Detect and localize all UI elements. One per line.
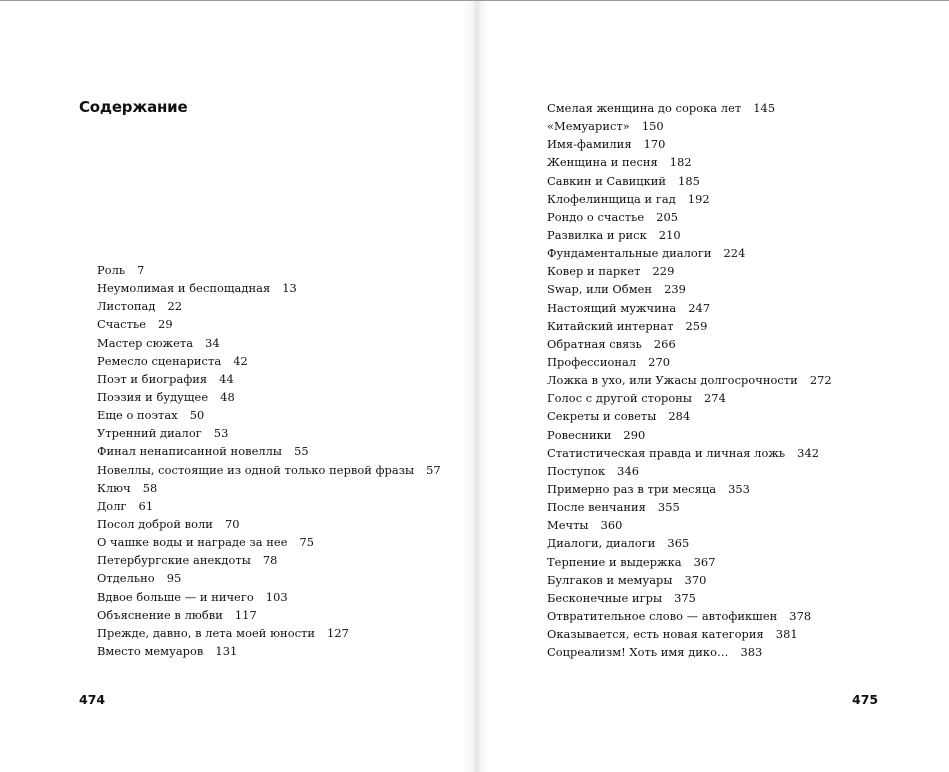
toc-entry-page: 270 [648,354,671,369]
toc-entry-page: 266 [653,336,676,351]
toc-entry-page: 290 [623,427,646,442]
toc-entry [97,642,441,660]
toc-entry [547,534,832,552]
toc-entry-page: 170 [643,137,666,152]
toc-entry [97,497,441,515]
toc-entry-page: 355 [657,500,680,515]
toc-entry-title: Отдельно [97,571,155,586]
toc-entry-page: 353 [728,481,750,496]
toc-entry-title: «Мемуарист» [547,119,630,134]
toc-entry [547,444,832,462]
toc-entry-title: Женщина и песня [547,155,658,170]
toc-entry-title: Мастер сюжета [97,335,194,350]
toc-entry-title: Китайский интернат [547,318,674,333]
toc-entry-page: 150 [641,119,664,134]
toc-entry [97,297,441,315]
toc-entry [547,226,832,244]
toc-entry [547,426,832,444]
toc-entry-page: 70 [224,516,240,531]
toc-entry-page: 210 [658,227,681,242]
toc-entry-page: 127 [327,625,349,640]
toc-entry [97,588,441,606]
toc-entry [547,353,832,371]
toc-entry [97,424,441,442]
toc-entry-title: Ложка в ухо, или Ужасы долгосрочности [547,373,798,388]
toc-entry-page: 55 [294,444,309,459]
toc-entry [547,117,832,135]
toc-entry-page: 378 [789,608,812,623]
toc-entry-title: Обратная связь [547,336,642,351]
page-number-right: 475 [852,692,879,707]
toc-entry-page: 7 [137,263,145,277]
toc-entry-title: Объяснение в любви [97,607,223,622]
toc-entry-title: Диалоги, диалоги [547,536,656,551]
toc-entry [547,135,832,153]
toc-entry [97,479,441,497]
toc-entry-title: Посол доброй воли [97,516,213,531]
toc-entry-page: 274 [704,391,726,406]
toc-entry [547,317,832,335]
toc-entry-title: Поэзия и будущее [97,389,209,404]
toc-entry-title: Соцреализм! Хоть имя дико… [547,645,729,660]
toc-entry-title: Прежде, давно, в лета моей юности [97,625,316,640]
toc-entry [97,569,441,587]
toc-entry-title: Клофелинщица и гад [547,191,676,206]
toc-entry [97,551,441,569]
toc-entry-page: 131 [215,643,238,658]
toc-entry-title: Оказывается, есть новая категория [547,627,764,642]
toc-entry-title: Развилка и риск [547,227,647,242]
toc-entry [547,172,832,190]
toc-entry-title: Отвратительное слово — автофикшен [547,608,778,623]
toc-entry [547,516,832,534]
toc-entry [547,335,832,353]
toc-entry-page: 44 [219,371,234,386]
toc-entry-title: Секреты и советы [547,409,657,424]
toc-entry-title: Еще о поэтах [97,408,178,423]
toc-entry-page: 13 [282,281,297,296]
toc-entry-title: Голос с другой стороны [547,391,692,406]
toc-entry-page: 29 [158,317,173,332]
toc-entry-page: 365 [667,536,690,551]
toc-entry [97,334,441,352]
toc-entry-page: 205 [656,209,679,224]
toc-entry [97,352,441,370]
toc-entry-page: 182 [669,155,692,170]
toc-entry-page: 103 [265,589,288,604]
toc-entry-title: Вдвое больше — и ничего [97,589,254,604]
toc-entry [97,624,441,642]
toc-entry-title: Смелая женщина до сорока лет [547,101,742,115]
toc-entry-title: Ковер и паркет [547,264,641,279]
toc-entry-page: 50 [189,408,205,423]
toc-entry [547,262,832,280]
toc-entry [97,606,441,624]
toc-entry-title: Настоящий мужчина [547,300,677,315]
toc-entry-page: 42 [233,353,248,368]
toc-entry-title: Петербургские анекдоты [97,553,251,568]
toc-entry [97,370,441,388]
toc-entry [97,406,441,424]
toc-entry-title: Поэт и биография [97,371,208,386]
toc-entry-title: Роль [97,263,126,277]
toc-entry-title: Swap, или Обмен [547,282,653,297]
toc-entry [547,498,832,516]
toc-entry-page: 381 [775,627,798,642]
toc-entry-title: Мечты [547,518,589,533]
toc-entry [97,279,441,297]
toc-entry [547,208,832,226]
toc-entry-page: 53 [213,426,229,441]
toc-entry-page: 117 [234,607,257,622]
toc-entry-page: 342 [797,445,820,460]
toc-entry-title: Рондо о счастье [547,209,645,224]
toc-entry [547,643,832,661]
toc-entry-page: 370 [684,572,707,587]
toc-entry-title: Неумолимая и беспощадная [97,281,271,296]
toc-entry-page: 22 [167,299,183,314]
toc-entry-page: 360 [600,518,623,533]
toc-entry [547,244,832,262]
toc-entry-page: 95 [166,571,182,586]
toc-entry-title: Имя-фамилия [547,137,632,152]
toc-entry-title: Ремесло сценариста [97,353,222,368]
toc-entry-title: Бесконечные игры [547,590,663,605]
toc-entry-page: 145 [753,101,776,115]
toc-entry [547,389,832,407]
toc-entry-page: 284 [668,409,691,424]
toc-entry-title: Долг [97,498,127,513]
toc-entry-page: 346 [617,463,640,478]
toc-entry-page: 34 [205,335,220,350]
toc-entry [547,462,832,480]
toc-entry [547,280,832,298]
toc-entry-title: О чашке воды и награде за нее [97,535,288,550]
toc-entry [97,261,441,279]
toc-entry-title: Вместо мемуаров [97,643,204,658]
toc-entry [547,153,832,171]
toc-entry-page: 192 [687,191,710,206]
toc-entry [547,371,832,389]
toc-entry-page: 383 [740,645,763,660]
toc-entry-page: 57 [426,462,441,477]
toc-entry [547,553,832,571]
toc-entry [97,515,441,533]
toc-entry [547,480,832,498]
toc-entry-page: 58 [142,480,158,495]
toc-entry [547,589,832,607]
page-number-left: 474 [79,692,106,707]
toc-entry [97,388,441,406]
toc-list-right [547,99,832,661]
toc-entry-title: Фундаментальные диалоги [547,246,712,261]
toc-entry-page: 375 [674,590,696,605]
toc-entry-title: Примерно раз в три месяца [547,481,717,496]
toc-entry [97,461,441,479]
page-title: Содержание [79,98,188,116]
toc-entry-page: 247 [688,300,711,315]
toc-entry-title: Финал ненаписанной новеллы [97,444,283,459]
toc-entry-page: 259 [685,318,708,333]
toc-list-left [97,261,441,660]
toc-entry [547,190,832,208]
toc-entry-title: Утренний диалог [97,426,202,441]
toc-entry-page: 367 [693,554,716,569]
toc-entry-page: 61 [138,498,154,513]
toc-entry [97,442,441,460]
toc-entry-title: Савкин и Савицкий [547,173,667,188]
toc-entry-title: После венчания [547,500,646,515]
toc-entry-page: 239 [664,282,686,297]
toc-entry [547,407,832,425]
toc-entry-title: Листопад [97,299,156,314]
toc-entry-title: Ключ [97,480,131,495]
toc-entry-title: Поступок [547,463,606,478]
toc-entry-title: Статистическая правда и личная ложь [547,445,786,460]
toc-entry-title: Ровесники [547,427,612,442]
toc-entry [547,571,832,589]
toc-entry [547,625,832,643]
toc-entry-title: Новеллы, состоящие из одной только первой фразы [97,462,415,477]
toc-entry [547,299,832,317]
toc-entry-title: Профессионал [547,354,637,369]
toc-entry [97,533,441,551]
toc-entry-title: Булгаков и мемуары [547,572,673,587]
page-gutter-shadow [462,1,488,772]
toc-entry-title: Счастье [97,317,147,332]
toc-entry-page: 272 [809,373,832,388]
toc-entry-page: 75 [299,535,315,550]
toc-entry-page: 229 [652,264,675,279]
toc-entry-page: 185 [678,173,700,188]
toc-entry [97,315,441,333]
toc-entry-page: 78 [262,553,278,568]
toc-entry [547,607,832,625]
toc-entry-title: Терпение и выдержка [547,554,682,569]
toc-entry [547,99,832,117]
toc-entry-page: 224 [723,246,746,261]
toc-entry-page: 48 [220,389,235,404]
